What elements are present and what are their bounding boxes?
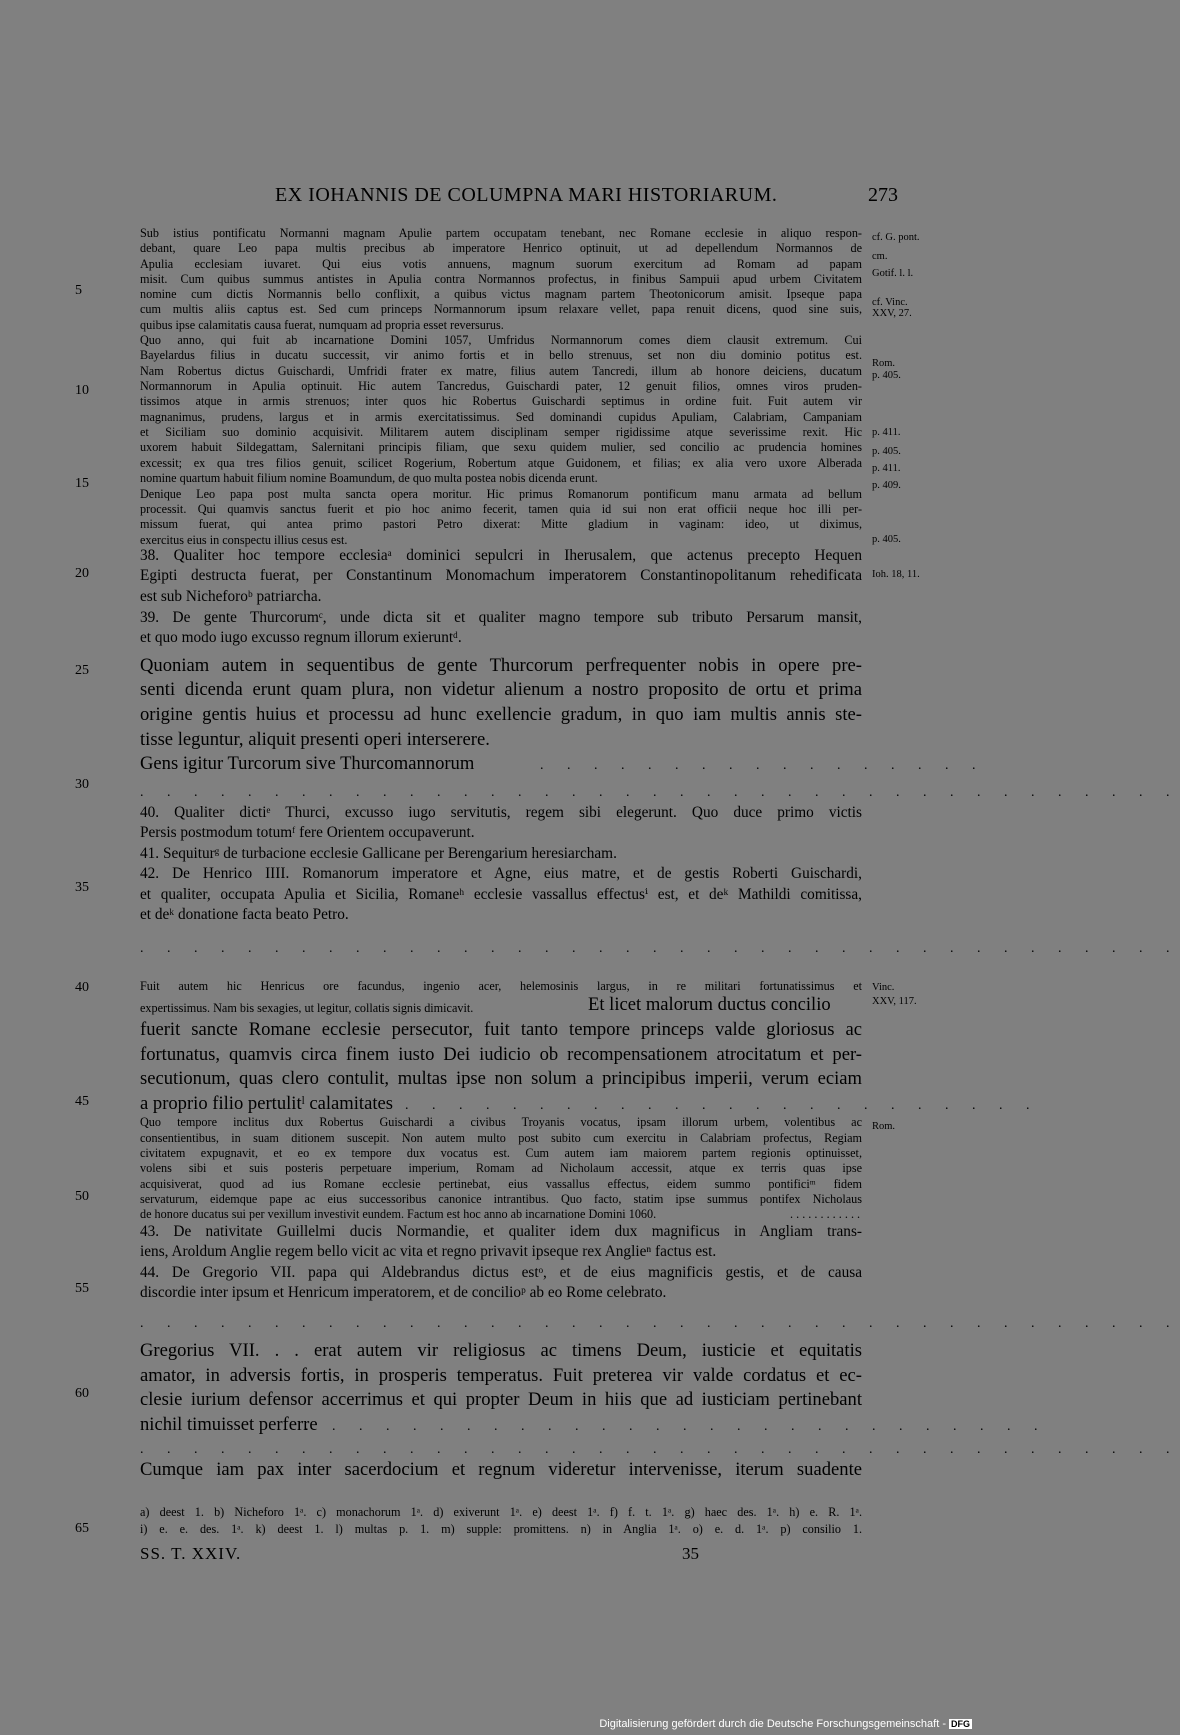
chapter-heading: est sub Nicheforoᵇ patriarcha.: [140, 588, 322, 605]
text-line: Apulia ecclesiam iuvaret. Qui eius votis annuens, magnum suorum exercitum ad Romam ad papam: [140, 257, 862, 271]
text-line: servaturum, eidemque pape ac eius successoribus canonice intrantibus. Quo facto, statim ipse summus pontifex Nicholaus: [140, 1192, 862, 1206]
margin-note: cf. G. pont.: [872, 232, 920, 243]
text-line: nichil timuisset perferre: [140, 1414, 318, 1435]
margin-note: Vinc.: [872, 982, 895, 993]
running-header: [0, 184, 1000, 212]
text-line: de honore ducatus sui per vexillum investivit eundem. Factum est hoc anno ab incarnatione Domini 1060.: [140, 1207, 657, 1221]
credit-text: Digitalisierung gefördert durch die Deutsche Forschungsgemeinschaft -: [599, 1718, 946, 1730]
chapter-heading: 43. De nativitate Guillelmi ducis Normandie, et qualiter idem dux magnificus in Angliam trans-: [140, 1223, 862, 1240]
text-line: a proprio filio pertulitˡ calamitates: [140, 1093, 393, 1114]
sheet-number: 35: [682, 1544, 699, 1563]
text-line: Cumque iam pax inter sacerdocium et regnum videretur intervenisse, iterum suadente: [140, 1459, 862, 1480]
text-line: quibus ipse calamitatis causa fuerat, numquam ad propria esset reversurus.: [140, 318, 504, 332]
text-line: fuerit sancte Romane ecclesie persecutor, fuit tanto tempore princeps valde gloriosus ac: [140, 1019, 862, 1040]
line-number: 65: [75, 1521, 89, 1536]
text-line: Bayelardus filius in ducatu successit, vir animo fortis et in bello strenuus, set non diu dominio potitus est.: [140, 348, 862, 362]
text-line: Denique Leo papa post multa sancta opera moritur. Hic primus Romanorum pontificum manu armata ad bellum: [140, 487, 862, 501]
margin-note: Ioh. 18, 11.: [872, 569, 920, 580]
margin-note: p. 405.: [872, 534, 901, 545]
text-line: Fuit autem hic Henricus ore facundus, ingenio acer, helemosinis largus, in re militari fortunatissimus et: [140, 979, 862, 993]
text-line: et Siciliam suo dominio acquisivit. Militarem autem disciplinam semper rigidissime atque severissime rexit. Hic: [140, 425, 862, 439]
chapter-heading: 42. De Henrico IIII. Romanorum imperatore et Agne, eius matre, et de gestis Roberti Guischardi,: [140, 865, 862, 882]
margin-note: Gotif. l. l.: [872, 268, 914, 279]
margin-note: XXV, 27.: [872, 308, 912, 319]
omission-dots: . . . . . . . . . . . . . . . . . . . . . . . . . . . .: [305, 1419, 1048, 1434]
line-number: 60: [75, 1386, 89, 1401]
text-line: Quo tempore inclitus dux Robertus Guischardi a civibus Troyanis vocatus, ipsam illorum urbem, volentibus ac: [140, 1115, 862, 1129]
margin-note: XXV, 117.: [872, 996, 917, 1007]
chapter-heading: Egipti destructa fuerat, per Constantinum Monomachum imperatorem Constantinopolitanum rehedificata: [140, 567, 862, 584]
chapter-heading: et deᵏ donatione facta beato Petro.: [140, 906, 349, 923]
line-number: 10: [75, 383, 89, 398]
text-line: Quo anno, qui fuit ab incarnatione Domini 1057, Umfridus Normannorum comes diem clausit extremum. Cui: [140, 333, 862, 347]
margin-note: p. 405.: [872, 446, 901, 457]
chapter-heading: Persis postmodum totumᶠ fere Orientem occupaverunt.: [140, 824, 475, 841]
text-line: Sub istius pontificatu Normanni magnam Apulie partem occupatam tenebant, nec Romane ecclesie in aliquo respon-: [140, 226, 862, 240]
line-number: 35: [75, 880, 89, 895]
margin-note: p. 409.: [872, 480, 901, 491]
line-number: 5: [75, 283, 82, 298]
omission-dots: . . . . . . . . . . . .: [790, 1207, 861, 1221]
volume-signature: SS. T. XXIV.: [140, 1544, 242, 1563]
line-number: 25: [75, 663, 89, 678]
margin-note: p. 405.: [872, 370, 901, 381]
omission-dots: . . . . . . . . . . . . . . . . .: [540, 758, 986, 773]
text-line: volens sibi et suis posteris perpetuare imperium, Romam ad Nicholaum accessit, atque ex terris quas ipse: [140, 1161, 862, 1175]
text-line: Nam Robertus dictus Guischardi, Umfridi frater ex matre, filius autem Tancredi, illum ab honore deiciens, ducatum: [140, 364, 862, 378]
text-line: uxorem habuit Sildegattam, Salernitani principis filiam, que sexu quidem mulier, sed concilio ac prudencia homines: [140, 440, 862, 454]
footnote-line: i) e. e. des. 1ᵃ. k) deest 1. l) multas p. 1. m) supple: promittens. n) in Anglia 1ᵃ. o) e. d. 1ᵃ. p) consilio 1.: [140, 1522, 862, 1536]
text-line: processit. Qui quamvis sanctus fuerit et pio hoc animo fecerit, tamen quia id sui non erat officii neque hoc illi per-: [140, 502, 862, 516]
text-line: amator, in adversis fortis, in prosperis temperatus. Fuit preterea vir valde cordatus et ec-: [140, 1365, 862, 1386]
text-line: Gregorius VII. . . erat autem vir religiosus ac timens Deum, iusticie et equitatis: [140, 1340, 862, 1361]
text-line: fortunatus, quamvis circa finem iusto Dei iudicio ob recompensationem atrocitatum et per-: [140, 1044, 862, 1065]
omission-dots: . . . . . . . . . . . . . . . . . . . . . . . . . . . . . . . . . . . . . . .: [140, 1442, 1180, 1457]
text-line: missum fuerat, qui antea primo pastori Petro dixerat: Mitte gladium in vaginam: ideo, ut diximus,: [140, 517, 862, 531]
line-number: 30: [75, 777, 89, 792]
line-number: 55: [75, 1281, 89, 1296]
text-line: exercitus eius in conspectu illius cesus est.: [140, 533, 348, 547]
text-line: expertissimus. Nam bis sexagies, ut legitur, collatis signis dimicavit.: [140, 1001, 474, 1015]
margin-note: cf. Vinc.: [872, 297, 908, 308]
chapter-heading: 40. Qualiter dictiᵉ Thurci, excusso iugo servitutis, regem sibi elegerunt. Quo duce primo victis: [140, 804, 862, 821]
chapter-heading: 39. De gente Thurcorumᶜ, unde dicta sit et qualiter magno tempore sub tributo Persarum mansit,: [140, 609, 862, 626]
omission-dots: . . . . . . . . . . . . . . . . . . . . . . . .: [405, 1098, 1040, 1113]
margin-note: Rom.: [872, 358, 896, 369]
omission-dots: . . . . . . . . . . . . . . . . . . . . . . . . . . . . . . . . . . . . . . .: [140, 785, 1180, 800]
line-number: 15: [75, 476, 89, 491]
text-line: secutionum, quas clero contulit, multas ipse non solum a principibus imperii, verum eciam: [140, 1068, 862, 1089]
margin-note: cm.: [872, 251, 888, 262]
text-line: consentientibus, in suam ditionem suscepit. Non autem multo post subito cum exercitu in Calabriam profectus, Regiam: [140, 1131, 862, 1145]
footnote-line: a) deest 1. b) Nicheforo 1ᵃ. c) monachorum 1ᵃ. d) exiverunt 1ᵃ. e) deest 1ᵃ. f) f. t. 1ᵃ. g) haec des. 1ᵃ. h) e. R. 1ᵃ.: [140, 1505, 862, 1519]
line-number: 20: [75, 566, 89, 581]
margin-note: p. 411.: [872, 463, 901, 474]
text-line: tisse leguntur, aliquit presenti operi interserere.: [140, 729, 490, 750]
text-line: clesie iurium defensor accerrimus et qui propter Deum in hiis que ad iusticiam pertinebant: [140, 1389, 862, 1410]
omission-dots: . . . . . . . . . . . . . . . . . . . . . . . . . . . . . . . . . . . . . . .: [140, 941, 1180, 956]
text-line: Gens igitur Turcorum sive Thurcomannorum: [140, 753, 475, 774]
running-title: EX IOHANNIS DE COLUMPNA MARI HISTORIARUM.: [275, 184, 778, 206]
chapter-heading: 41. Sequiturᵍ de turbacione ecclesie Gallicane per Berengarium heresiarcham.: [140, 845, 617, 862]
margin-note: p. 411.: [872, 427, 901, 438]
line-number: 50: [75, 1189, 89, 1204]
chapter-heading: iens, Aroldum Anglie regem bello vicit ac vita et regno privavit ipseque rex Anglieⁿ factus est.: [140, 1243, 717, 1260]
text-line: Et licet malorum ductus concilio: [588, 994, 831, 1015]
text-line: Normannorum in Apulia optinuit. Hic autem Tancredus, Guischardi pater, 12 genuit filios, omnes viros pruden-: [140, 379, 862, 393]
text-line: senti dicenda erunt quam plura, non videtur alienum a nostro proposito de ortu et prima: [140, 679, 862, 700]
chapter-heading: et qualiter, occupata Apulia et Sicilia, Romaneʰ ecclesie vassallus effectusⁱ est, et deᵏ Mathildi comitissa,: [140, 886, 862, 903]
omission-dots: . . . . . . . . . . . . . . . . . . . . . . . . . . . . . . . . . . . . . . .: [140, 1316, 1180, 1331]
text-line: origine gentis huius et processu ad hunc exellencie gradum, in quo iam multis annis ste-: [140, 704, 862, 725]
page-number: 273: [868, 184, 898, 206]
line-number: 40: [75, 980, 89, 995]
line-number: 45: [75, 1094, 89, 1109]
text-line: tissimos atque in armis strenuos; inter quos hic Robertus Guischardi septimus in ordine fuit. Fuit autem vir: [140, 394, 862, 408]
text-line: magnanimus, prudens, largus et in armis exercitatissimus. Sed dominandi cupidus Apuliam, Calabriam, Campaniam: [140, 410, 862, 424]
text-line: excessit; ex qua tres filios genuit, scilicet Rogerium, Robertum atque Guidonem, et filias; ex alia vero uxore Alberada: [140, 456, 862, 470]
dfg-logo: DFG: [951, 1719, 970, 1729]
text-line: nomine cum dictis Normannis bello conflixit, a quibus victus magnam partem Theotonicorum amisit. Ipseque papa: [140, 287, 862, 301]
text-line: civitatem expugnavit, et eo ex tempore dux vocatus est. Cum autem iam maiorem partem regionis optinuisset,: [140, 1146, 862, 1160]
margin-note: Rom.: [872, 1121, 896, 1132]
text-line: acquisiverat, quod ad ius Romane ecclesie pertinebat, eius vassallus effectus, eidem summo pontificiᵐ fidem: [140, 1177, 862, 1191]
text-line: misit. Cum quibus summus antistes in Apulia contra Normannos profectus, in finibus Sampuii apud urbem Civitatem: [140, 272, 862, 286]
chapter-heading: discordie inter ipsum et Henricum imperatorem, et de concilioᵖ ab eo Rome celebrato.: [140, 1284, 667, 1301]
digitization-credit: [599, 1718, 972, 1730]
chapter-heading: 38. Qualiter hoc tempore ecclesiaᵃ dominici sepulcri in Iherusalem, que actenus precepto Hequen: [140, 547, 862, 564]
chapter-heading: 44. De Gregorio VII. papa qui Aldebrandus dictus estᵒ, et de eius magnificis gestis, et de causa: [140, 1264, 862, 1281]
text-line: nomine quartum habuit filium nomine Boamundum, de quo multa postea nobis dicenda erunt.: [140, 471, 598, 485]
text-line: debant, quare Leo papa multis precibus ab imperatore Henrico optinuit, ut ad depellendum Normannos de: [140, 241, 862, 255]
text-line: Quoniam autem in sequentibus de gente Thurcorum perfrequenter nobis in opere pre-: [140, 655, 862, 676]
text-line: cum multis aliis captus est. Sed cum princeps Normannorum ipsum relaxare vellet, papa renuit dicens, quod sine suis,: [140, 302, 862, 316]
chapter-heading: et quo modo iugo excusso regnum illorum exieruntᵈ.: [140, 629, 462, 646]
